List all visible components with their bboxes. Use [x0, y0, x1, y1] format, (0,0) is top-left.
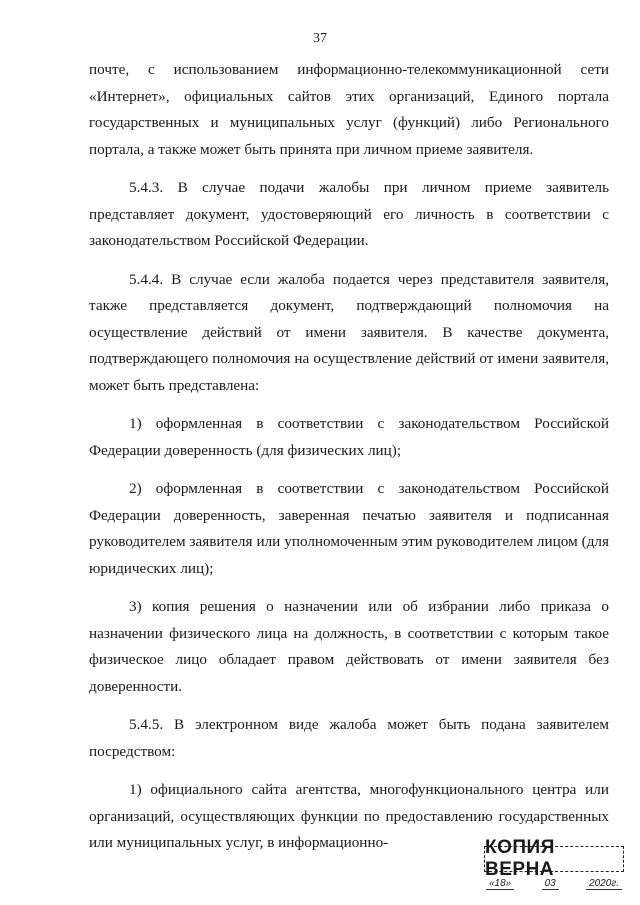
copy-certified-stamp	[484, 837, 624, 900]
stamp-month: 03	[542, 878, 559, 890]
list-item-3: 3) копия решения о назначении или об избрании либо приказа о назначении физического лица на должность, в соответствии с которым такое физическое лицо обладает правом действовать от имени заявителя без доверенности.	[89, 598, 609, 695]
document-body	[89, 57, 609, 869]
stamp-day: «18»	[486, 878, 514, 890]
stamp-date	[484, 878, 624, 890]
paragraph-5-4-3: 5.4.3. В случае подачи жалобы при личном приеме заявитель представляет документ, удостоверяющий его личность в соответствии с законодательством Российской Федерации.	[89, 179, 609, 249]
list-item-5-4-5-1: 1) официального сайта агентства, многофункционального центра или организаций, осуществляющих функции по предоставлению государственных или муниципальных услуг, в информационно-	[89, 781, 609, 851]
stamp-year: 2020г.	[586, 878, 622, 890]
list-item-1: 1) оформленная в соответствии с законодательством Российской Федерации доверенность (для физических лиц);	[89, 415, 609, 459]
paragraph-5-4-5: 5.4.5. В электронном виде жалоба может быть подана заявителем посредством:	[89, 716, 609, 760]
stamp-title: КОПИЯ ВЕРНА	[484, 846, 624, 872]
list-item-2: 2) оформленная в соответствии с законодательством Российской Федерации доверенность, заверенная печатью заявителя и подписанная руководителем заявителя или уполномоченным этим руководителем лицом (для юридических лиц);	[89, 480, 609, 577]
paragraph-5-4-4: 5.4.4. В случае если жалоба подается через представителя заявителя, также представляется документ, подтверждающий полномочия на осуществление действий от имени заявителя. В качестве документа, подтверждающего полномочия на осуществление действий от имени заявителя, может быть представлена:	[89, 270, 609, 394]
page-number: 37	[313, 31, 327, 46]
paragraph-1: почте, с использованием информационно-телекоммуникационной сети «Интернет», официальных сайтов этих организаций, Единого портала государственных и муниципальных услуг (функций) либо Регионального портала, а также может быть принята при личном приеме заявителя.	[89, 61, 609, 158]
